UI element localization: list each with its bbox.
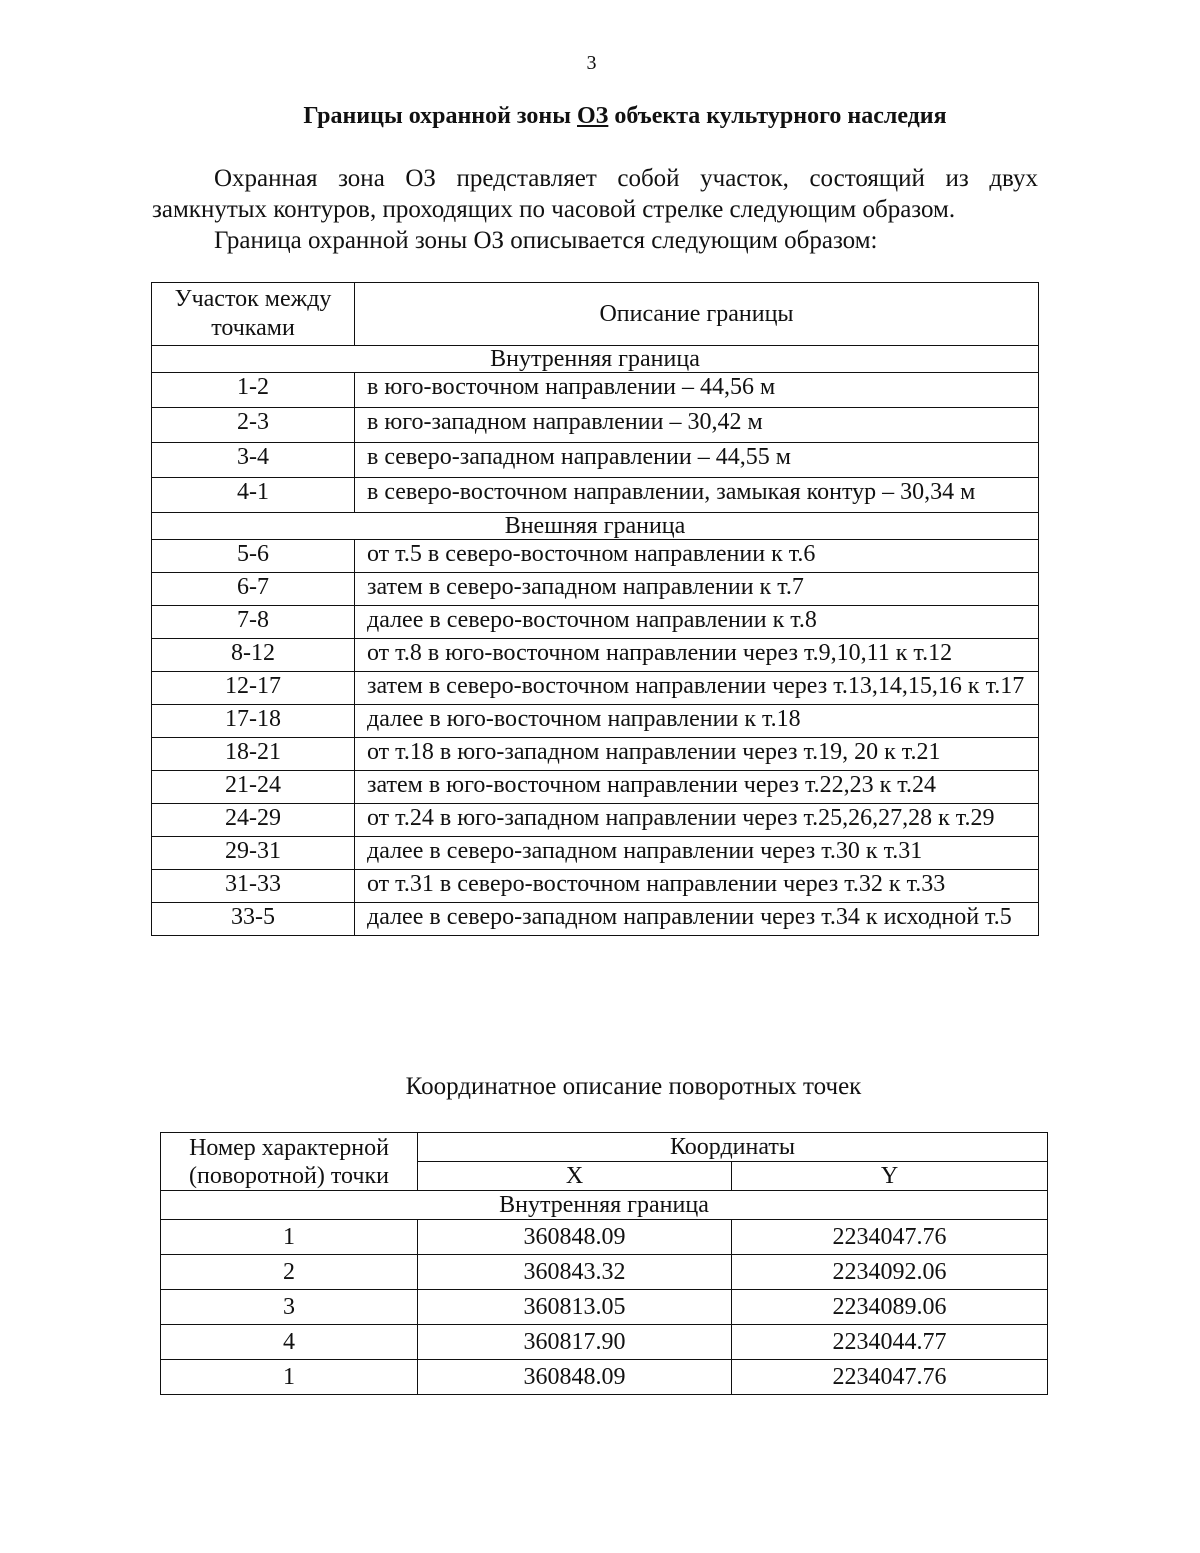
segment-cell: 3-4 [152,443,355,478]
table-row [152,705,1039,738]
coordinates-table [160,1132,1048,1395]
segment-cell: 8-12 [152,639,355,672]
segment-cell: 4-1 [152,478,355,513]
description-cell: затем в северо-западном направлении к т.7 [355,573,1039,606]
table-row [152,804,1039,837]
coord-x-cell: 360848.09 [418,1220,732,1255]
description-cell: в северо-восточном направлении, замыкая контур – 30,34 м [355,478,1039,513]
table-row [152,903,1039,936]
coord-y-cell: 2234044.77 [732,1325,1048,1360]
coord-x-cell: 360813.05 [418,1290,732,1325]
boundary-table [151,282,1039,936]
description-cell: в юго-восточном направлении – 44,56 м [355,373,1039,408]
coord-y-cell: 2234089.06 [732,1290,1048,1325]
table-row [152,443,1039,478]
table-row [152,606,1039,639]
table-row [152,870,1039,903]
coords-rows [161,1220,1048,1395]
segment-cell: 12-17 [152,672,355,705]
description-lead: Граница охранной зоны ОЗ описывается следующим образом: [214,227,878,254]
segment-cell: 1-2 [152,373,355,408]
header-x: X [418,1162,732,1191]
outer-section-row [152,513,1039,540]
table-row [152,738,1039,771]
segment-cell: 24-29 [152,804,355,837]
description-cell: далее в северо-западном направлении через т.30 к т.31 [355,837,1039,870]
description-cell: от т.5 в северо-восточном направлении к т.6 [355,540,1039,573]
description-cell: затем в северо-восточном направлении через т.13,14,15,16 к т.17 [355,672,1039,705]
header-y: Y [732,1162,1048,1191]
inner-section-row [152,346,1039,373]
coord-y-cell: 2234092.06 [732,1255,1048,1290]
title-before: Границы охранной зоны [303,103,577,129]
table-row [152,639,1039,672]
coord-point-cell: 4 [161,1325,418,1360]
segment-cell: 21-24 [152,771,355,804]
coord-y-cell: 2234047.76 [732,1360,1048,1395]
table-row [161,1325,1048,1360]
coords-section-title: Внутренняя граница [161,1191,1048,1220]
coordinates-title: Координатное описание поворотных точек [405,1073,862,1100]
intro-paragraph: Охранная зона ОЗ представляет собой участок, состоящий из двух замкнутых контуров, проходящих по часовой стрелке следующим образом. [152,165,1038,223]
table-row [152,408,1039,443]
coord-x-cell: 360843.32 [418,1255,732,1290]
inner-rows [152,373,1039,513]
table-row [152,573,1039,606]
segment-cell: 5-6 [152,540,355,573]
table-row [152,373,1039,408]
page-title [0,103,1200,130]
description-cell: от т.18 в юго-западном направлении через т.19, 20 к т.21 [355,738,1039,771]
header-segment: Участок между точками [152,283,355,346]
coord-point-cell: 1 [161,1360,418,1395]
table-row [152,672,1039,705]
coords-header-row-1 [161,1133,1048,1162]
table-row [161,1360,1048,1395]
header-coords: Координаты [418,1133,1048,1162]
segment-cell: 6-7 [152,573,355,606]
title-after: объекта культурного наследия [608,103,947,129]
inner-section-title: Внутренняя граница [152,346,1039,373]
description-cell: от т.8 в юго-восточном направлении через т.9,10,11 к т.12 [355,639,1039,672]
segment-cell: 29-31 [152,837,355,870]
coord-point-cell: 3 [161,1290,418,1325]
title-underlined: ОЗ [577,103,609,129]
description-cell: далее в северо-западном направлении через т.34 к исходной т.5 [355,903,1039,936]
header-point: Номер характерной (поворотной) точки [161,1133,418,1191]
boundary-table-header [152,283,1039,346]
coord-point-cell: 2 [161,1255,418,1290]
coords-section-row [161,1191,1048,1220]
outer-section-title: Внешняя граница [152,513,1039,540]
description-cell: в северо-западном направлении – 44,55 м [355,443,1039,478]
segment-cell: 2-3 [152,408,355,443]
description-cell: далее в юго-восточном направлении к т.18 [355,705,1039,738]
segment-cell: 31-33 [152,870,355,903]
table-row [152,478,1039,513]
table-row [161,1290,1048,1325]
coord-y-cell: 2234047.76 [732,1220,1048,1255]
segment-cell: 7-8 [152,606,355,639]
segment-cell: 33-5 [152,903,355,936]
segment-cell: 18-21 [152,738,355,771]
coord-x-cell: 360848.09 [418,1360,732,1395]
description-cell: в юго-западном направлении – 30,42 м [355,408,1039,443]
table-row [161,1255,1048,1290]
segment-cell: 17-18 [152,705,355,738]
table-row [152,540,1039,573]
header-description: Описание границы [355,283,1039,346]
description-cell: далее в северо-восточном направлении к т.8 [355,606,1039,639]
outer-rows [152,540,1039,936]
description-cell: от т.24 в юго-западном направлении через т.25,26,27,28 к т.29 [355,804,1039,837]
table-row [152,837,1039,870]
page-number: 3 [586,52,597,74]
coord-x-cell: 360817.90 [418,1325,732,1360]
table-row [161,1220,1048,1255]
description-cell: затем в юго-восточном направлении через т.22,23 к т.24 [355,771,1039,804]
description-cell: от т.31 в северо-восточном направлении через т.32 к т.33 [355,870,1039,903]
table-row [152,771,1039,804]
coord-point-cell: 1 [161,1220,418,1255]
